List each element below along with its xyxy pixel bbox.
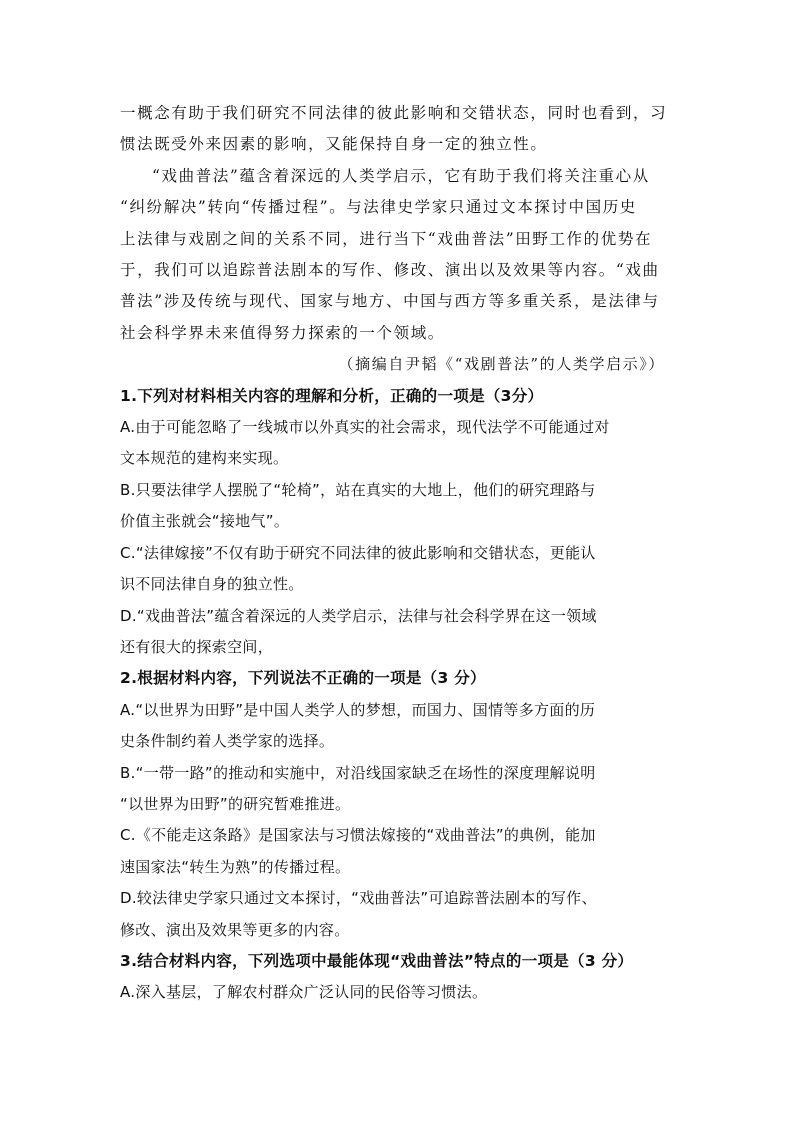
question-title: 1.下列对材料相关内容的理解和分析，正确的一项是（3分） <box>120 386 544 405</box>
option-c-line: 速国家法“转生为熟”的传播过程。 <box>120 857 351 876</box>
question-3 <box>120 946 665 1009</box>
option-c-line: C.“法律嫁接”不仅有助于研究不同法律的彼此影响和交错状态，更能认 <box>120 543 596 562</box>
question-2 <box>120 663 665 946</box>
passage-line: “纠纷解决”转向“传播过程”。与法律史学家只通过文本探讨中国历史 <box>120 198 637 217</box>
option-a-line: 文本规范的建构来实现。 <box>120 449 289 468</box>
option-b-line: B.只要法律学人摆脱了“轮椅”，站在真实的大地上，他们的研究理路与 <box>120 480 596 499</box>
passage-line: “戏曲普法”蕴含着深远的人类学启示，它有助于我们将关注重心从 <box>152 166 650 185</box>
option-d-line: D.“戏曲普法”蕴含着深远的人类学启示，法律与社会科学界在这一领域 <box>120 606 597 625</box>
question-1 <box>120 381 665 664</box>
passage-line: 一概念有助于我们研究不同法律的彼此影响和交错状态，同时也看到，习 <box>120 104 668 122</box>
reading-passage <box>120 98 668 381</box>
question-title: 3.结合材料内容，下列选项中最能体现“戏曲普法”特点的一项是（3 分） <box>120 951 634 970</box>
passage-line: 惯法既受外来因素的影响，又能保持自身一定的独立性。 <box>120 135 548 154</box>
passage-source: （摘编自尹韬《“戏剧普法”的人类学启示》） <box>338 355 665 374</box>
passage-line: 上法律与戏剧之间的关系不同，进行当下“戏曲普法”田野工作的优势在 <box>120 229 653 248</box>
option-d-line: 修改、演出及效果等更多的内容。 <box>120 920 350 939</box>
option-a-line: A.“以世界为田野”是中国人类学人的梦想，而国力、国情等多方面的历 <box>120 700 596 719</box>
option-b-line: B.“一带一路”的推动和实施中，对沿线国家缺乏在场性的深度理解说明 <box>120 763 596 782</box>
passage-line: 于，我们可以追踪普法剧本的写作、修改、演出以及效果等内容。“戏曲 <box>120 261 660 280</box>
option-a-line: 史条件制约着人类学家的选择。 <box>120 732 335 751</box>
passage-line: 社会科学界未来值得努力探索的一个领域。 <box>120 323 445 342</box>
question-title: 2.根据材料内容，下列说法不正确的一项是（3 分） <box>120 669 486 688</box>
option-b-line: “以世界为田野”的研究暂难推进。 <box>120 794 351 813</box>
page-content <box>120 98 668 1009</box>
option-c-line: 识不同法律自身的独立性。 <box>120 575 304 594</box>
passage-line: 普法”涉及传统与现代、国家与地方、中国与西方等多重关系，是法律与 <box>120 292 660 311</box>
option-a-line: A.深入基层，了解农村群众广泛认同的民俗等习惯法。 <box>120 983 488 1002</box>
option-d-line: 还有很大的探索空间， <box>120 637 274 656</box>
option-b-line: 价值主张就会“接地气”。 <box>120 512 290 531</box>
option-d-line: D.较法律史学家只通过文本探讨，“戏曲普法”可追踪普法剧本的写作、 <box>120 889 597 908</box>
option-c-line: C.《不能走这条路》是国家法与习惯法嫁接的“戏曲普法”的典例，能加 <box>120 826 596 845</box>
option-a-line: A.由于可能忽略了一线城市以外真实的社会需求，现代法学不可能通过对 <box>120 418 610 437</box>
